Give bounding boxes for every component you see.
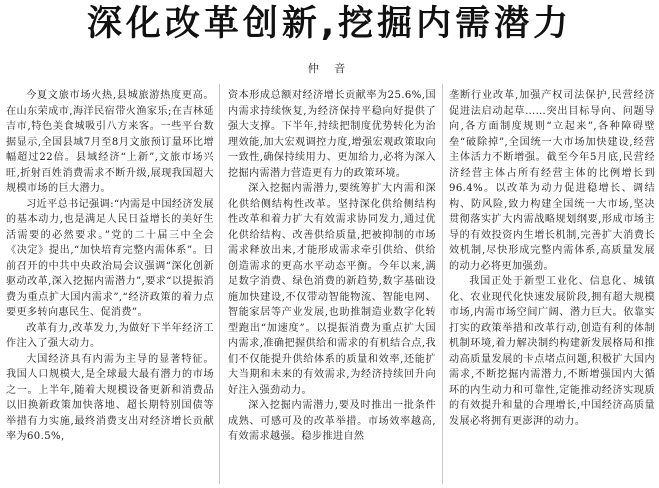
paragraph: 我国正处于新型工业化、信息化、城镇化、农业现代化快速发展阶段,拥有超大规模市场,内需市场空间广阔、潜力巨大。依靠实打实的政策举措和改革行动,创造有利的体制机制环境,着力解决制约构建新发展格局和推动高质量发展的卡点堵点问题,积极扩大国内需求,不断挖掘内需潜力,不断增强国内大循环的内生动力和可靠性,定能推动经济实现质的有效提升和量的合理增长,中国经济高质量发展必将拥有更澎湃的动力。 [449,276,655,427]
column-divider [442,84,443,484]
paragraph: 资本形成总额对经济增长贡献率为25.6%,国内需求持续恢复,为经济保持平稳向好提供了强大支撑。下半年,持续把制度优势转化为治理效能,加大宏观调控力度,增强宏观政策取向一致性,确保持续用力、更加给力,必将为深入挖掘内需潜力营造更有力的政策环境。 [228,90,436,179]
paragraph: 大国经济具有内需为主导的显著特征。我国人口规模大,是全球最大最有潜力的市场之一。上半年,随着大规模设备更新和消费品以旧换新政策加快落地、超长期特别国债等举措有力实施,最终消费支出对经济增长贡献率为60.5%, [6,353,214,442]
paragraph: 深入挖掘内需潜力,要及时推出一批条件成熟、可感可及的改革举措。市场效率越高,有效需求越强。稳步推进自然 [228,400,436,442]
paragraph: 垄断行业改革,加强产权司法保护,民营经济促进法启动起草……突出目标导向、问题导向,各方面制度规则“立起来”,各种障碍壁垒“破除掉”,全国统一大市场加快建设,经营主体活力不断增强。截至今年5月底,民营经济经营主体占所有经营主体的比例增长到96.4%。以改革为动力促进稳增长、调结构、防风险,致力构建全国统一大市场,坚决贯彻落实扩大内需战略规划纲要,形成市场主导的有效投资内生增长机制,完善扩大消费长效机制,尽快形成完整内需体系,高质量发展的动力必将更加强劲。 [449,90,655,272]
paragraph: 习近平总书记强调:“内需是中国经济发展的基本动力,也是满足人民日益增长的美好生活需要的必然要求。”党的二十届三中全会《决定》提出,“加快培育完整内需体系”。日前召开的中共中央政治局会议强调“深化创新驱动改革,深入挖掘内需潜力”,要求“以提振消费为重点扩大国内需求”,“经济政策的着力点要更多转向惠民生、促消费”。 [6,198,214,318]
paragraph: 今夏文旅市场火热,县城旅游热度更高。在山东荣成市,海洋民宿带火渔家乐;在吉林延吉市,特色美食城吸引八方来客。一些平台数据显示,全国县域7月至8月文旅预订量环比增幅超过22倍。县域经济“上新”,文旅市场兴旺,折射百姓消费需求不断升级,展现我国超大规模市场的巨大潜力。 [6,90,214,194]
article-column-1 [6,88,214,484]
paragraph: 深入挖掘内需潜力,要统筹扩大内需和深化供给侧结构性改革。坚持深化供给侧结构性改革和着力扩大有效需求协同发力,通过优化供给结构、改善供给质量,把被抑制的市场需求释放出来,才能形成需求牵引供给、供给创造需求的更高水平动态平衡。今年以来,满足数字消费、绿色消费的新趋势,数字基础设施加快建设,不仅带动智能物流、智能电网、智能家居等产业发展,也助推制造业数字化转型跑出“加速度”。以提振消费为重点扩大国内需求,准确把握供给和需求的有机结合点,我们不仅能提升供给体系的质量和效率,还能扩大当期和未来的有效需求,为经济持续回升向好注入强劲动力。 [228,183,436,396]
article-column-3 [449,88,655,484]
article-column-2 [228,88,436,484]
article-author: 仲 音 [307,62,352,75]
column-divider [219,84,220,484]
paragraph: 改革有力,改革发力,为做好下半年经济工作注入了强大动力。 [6,322,214,349]
article-headline: 深化改革创新,挖掘内需潜力 [86,4,573,44]
